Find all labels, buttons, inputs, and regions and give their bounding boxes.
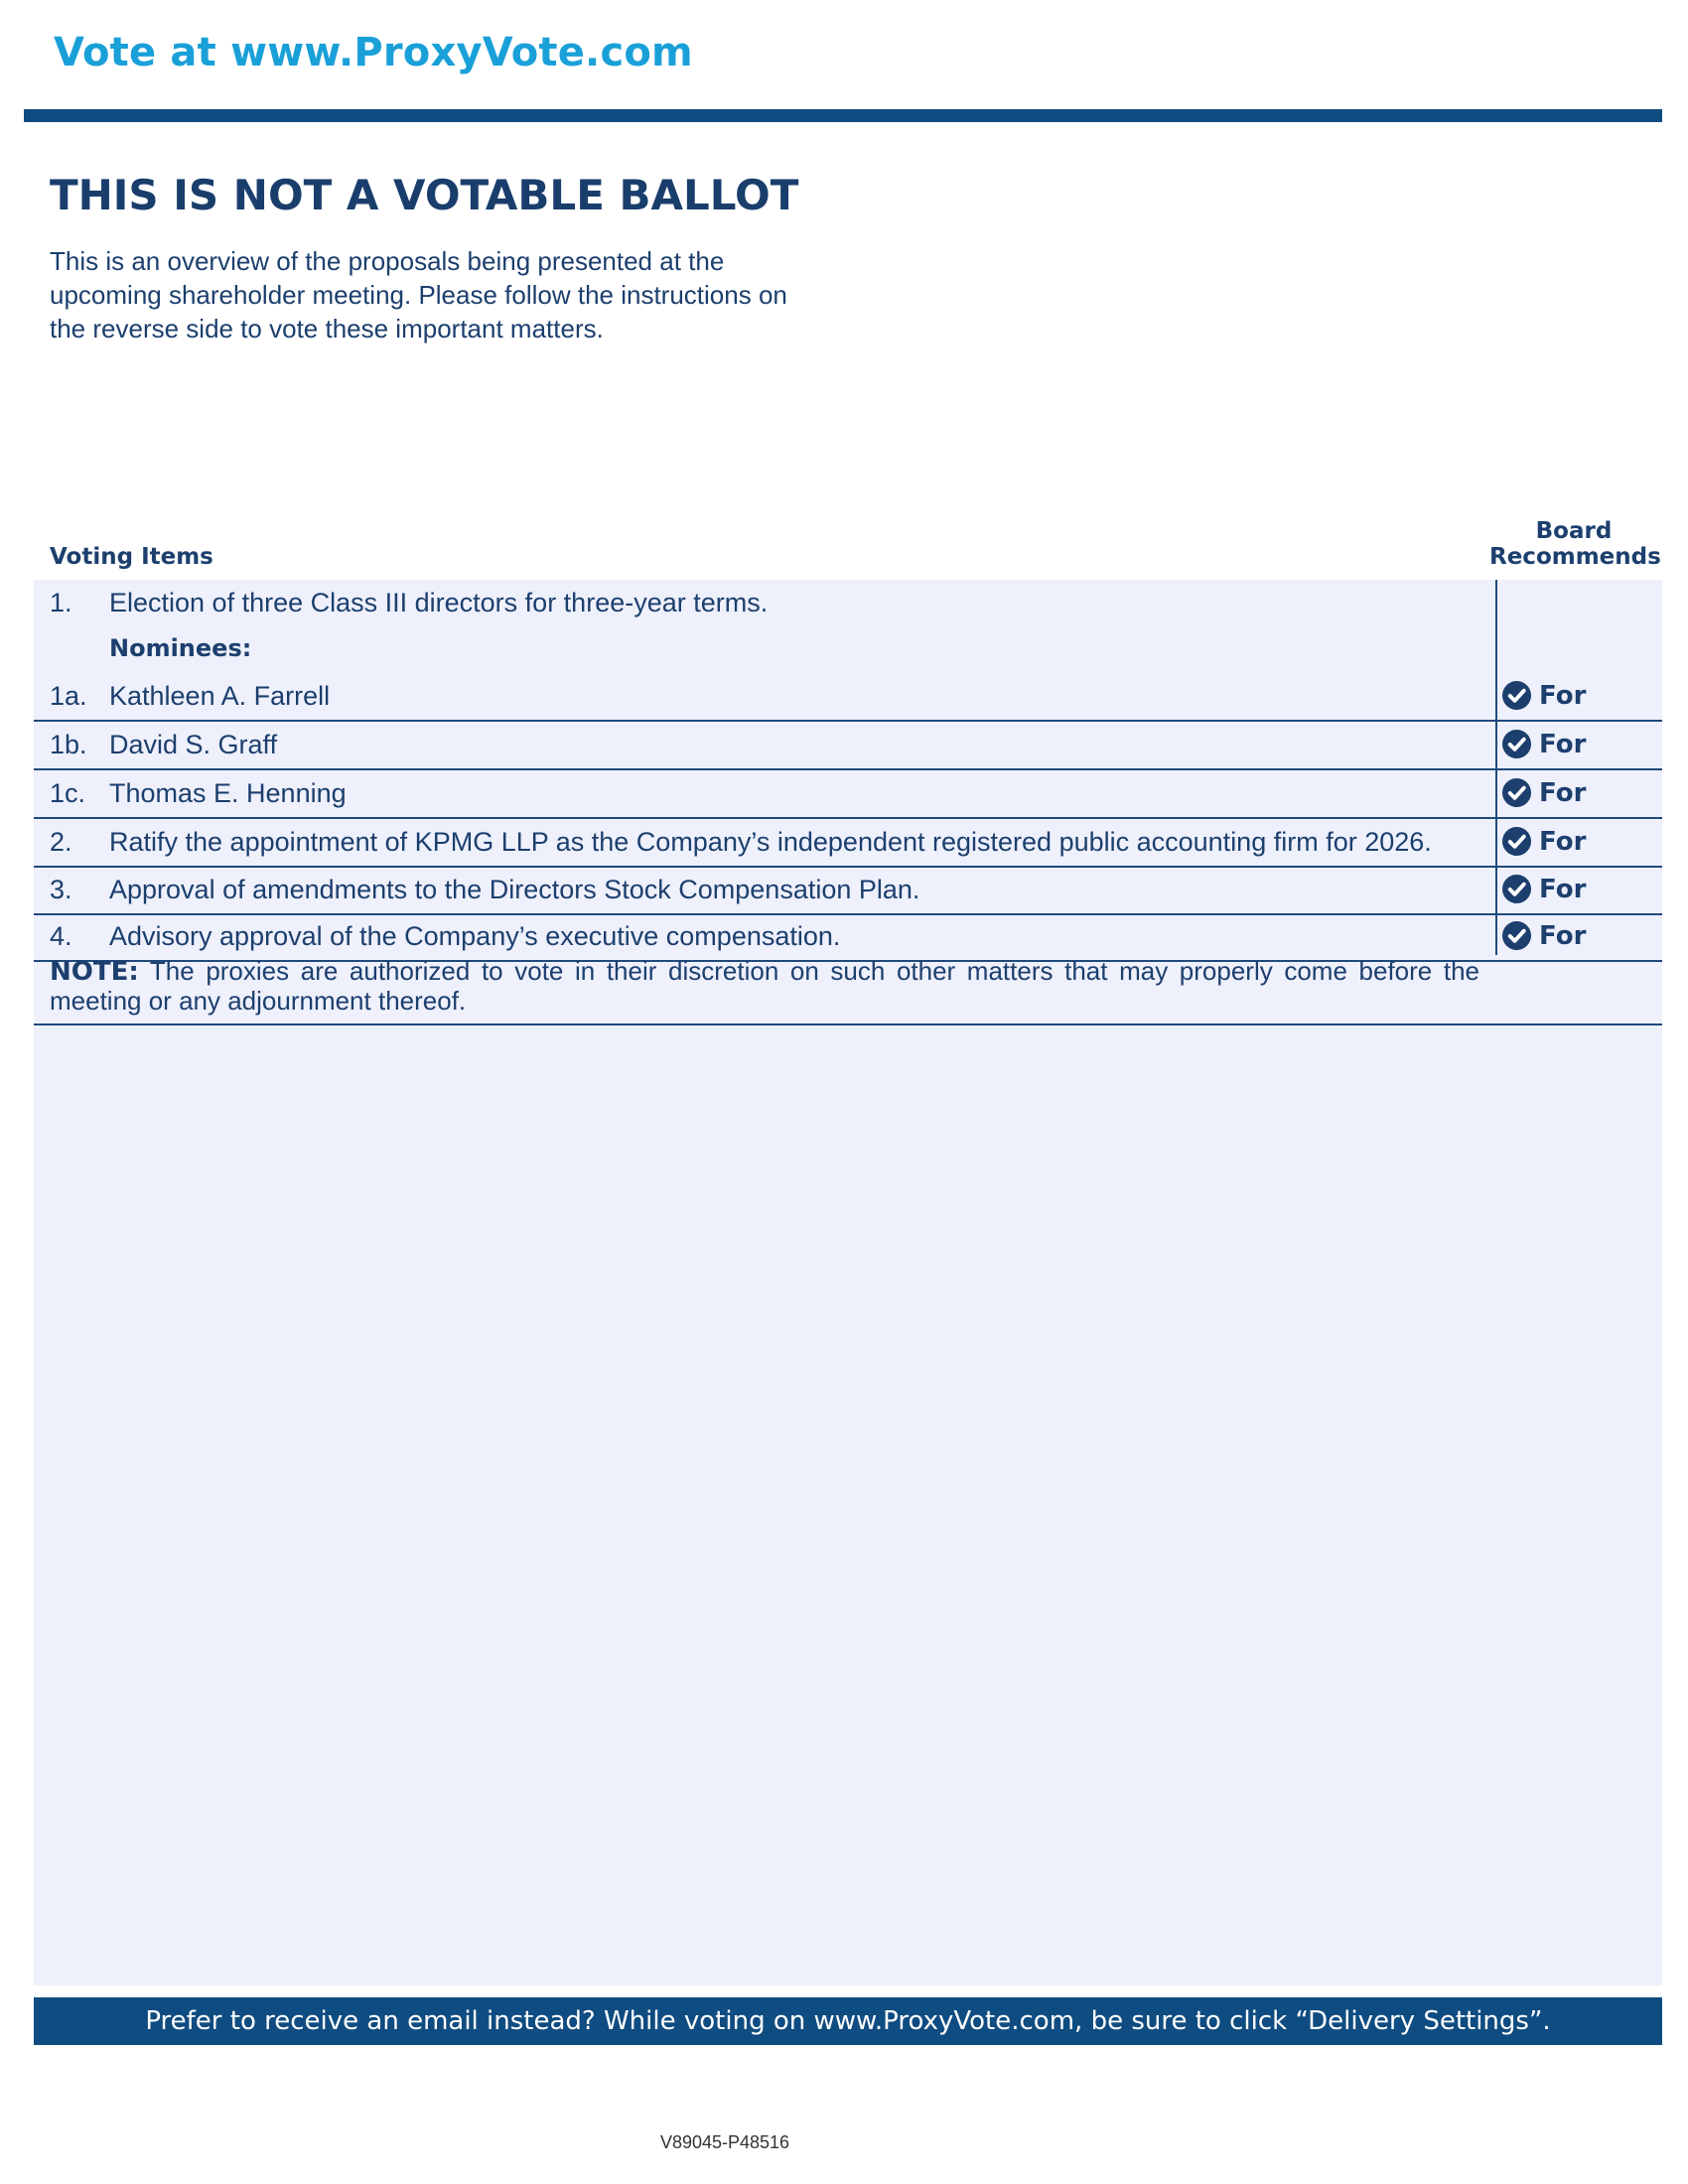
check-circle-icon xyxy=(1501,777,1532,808)
recommendation-label: For xyxy=(1539,777,1587,808)
item-number: 4. xyxy=(50,921,72,951)
item-number: 1a. xyxy=(50,681,87,711)
intro-line: upcoming shareholder meeting. Please follow the instructions on xyxy=(50,280,787,310)
delivery-settings-banner xyxy=(34,1997,1662,2045)
page-title: THIS IS NOT A VOTABLE BALLOT xyxy=(50,171,799,219)
table-row xyxy=(34,722,1662,770)
item-text: Thomas E. Henning xyxy=(109,778,347,808)
voting-items-header: Voting Items xyxy=(50,544,213,570)
item-text: Approval of amendments to the Directors Stock Compensation Plan. xyxy=(109,875,920,904)
note-label: NOTE: xyxy=(50,957,139,987)
item-number: 1. xyxy=(50,588,72,617)
check-circle-icon xyxy=(1501,826,1532,857)
item-text: Election of three Class III directors for three-year terms. xyxy=(109,588,769,617)
item-text: Kathleen A. Farrell xyxy=(109,681,331,711)
proxyvote-header-link[interactable]: Vote at www.ProxyVote.com xyxy=(54,30,693,75)
item-number: 1b. xyxy=(50,730,87,759)
check-circle-icon xyxy=(1501,920,1532,951)
discretion-note xyxy=(50,957,1479,1016)
intro-line: This is an overview of the proposals being presented at the xyxy=(50,246,725,276)
document-code: V89045-P48516 xyxy=(659,2132,790,2152)
recommendation-label: For xyxy=(1539,920,1587,951)
board-recommendation xyxy=(1501,874,1586,904)
table-row xyxy=(34,867,1662,915)
banner-text: Prefer to receive an email instead? While voting on www.ProxyVote.com, be sure to click “Delivery Settings”. xyxy=(145,2006,1551,2036)
note-text: The proxies are authorized to vote in their discretion on such other matters that may properly come before the meeting or any adjournment thereof. xyxy=(50,956,1479,1016)
check-circle-icon xyxy=(1501,729,1532,759)
board-recommendation xyxy=(1501,920,1586,951)
intro-paragraph xyxy=(50,244,844,345)
board-recommendation xyxy=(1501,729,1586,759)
recommendation-label: For xyxy=(1539,826,1587,857)
item-text: David S. Graff xyxy=(109,730,278,759)
intro-line: the reverse side to vote these important matters. xyxy=(50,314,604,343)
item-text: Advisory approval of the Company’s executive compensation. xyxy=(109,921,841,951)
table-row xyxy=(34,770,1662,819)
note-rule xyxy=(34,1024,1662,1025)
board-recommends-header xyxy=(1489,518,1661,570)
table-row xyxy=(34,819,1662,868)
board-header-line: Board xyxy=(1535,518,1613,544)
table-row xyxy=(34,673,1662,722)
table-row xyxy=(34,580,1662,626)
item-number: 3. xyxy=(50,875,72,904)
table-row xyxy=(34,913,1662,962)
check-circle-icon xyxy=(1501,680,1532,711)
table-row xyxy=(34,626,1662,673)
item-number: 2. xyxy=(50,827,72,857)
recommendation-label: For xyxy=(1539,680,1587,711)
board-recommendation xyxy=(1501,826,1586,857)
recommendation-label: For xyxy=(1539,729,1587,759)
item-text: Ratify the appointment of KPMG LLP as the Company’s independent registered public accounting firm for 2026. xyxy=(109,827,1432,857)
check-circle-icon xyxy=(1501,874,1532,904)
item-number: 1c. xyxy=(50,778,86,808)
header-rule xyxy=(24,109,1662,122)
recommendation-label: For xyxy=(1539,874,1587,904)
board-recommendation xyxy=(1501,777,1586,808)
board-header-line: Recommends xyxy=(1489,544,1661,570)
board-recommendation xyxy=(1501,680,1586,711)
nominees-label: Nominees: xyxy=(109,634,252,662)
